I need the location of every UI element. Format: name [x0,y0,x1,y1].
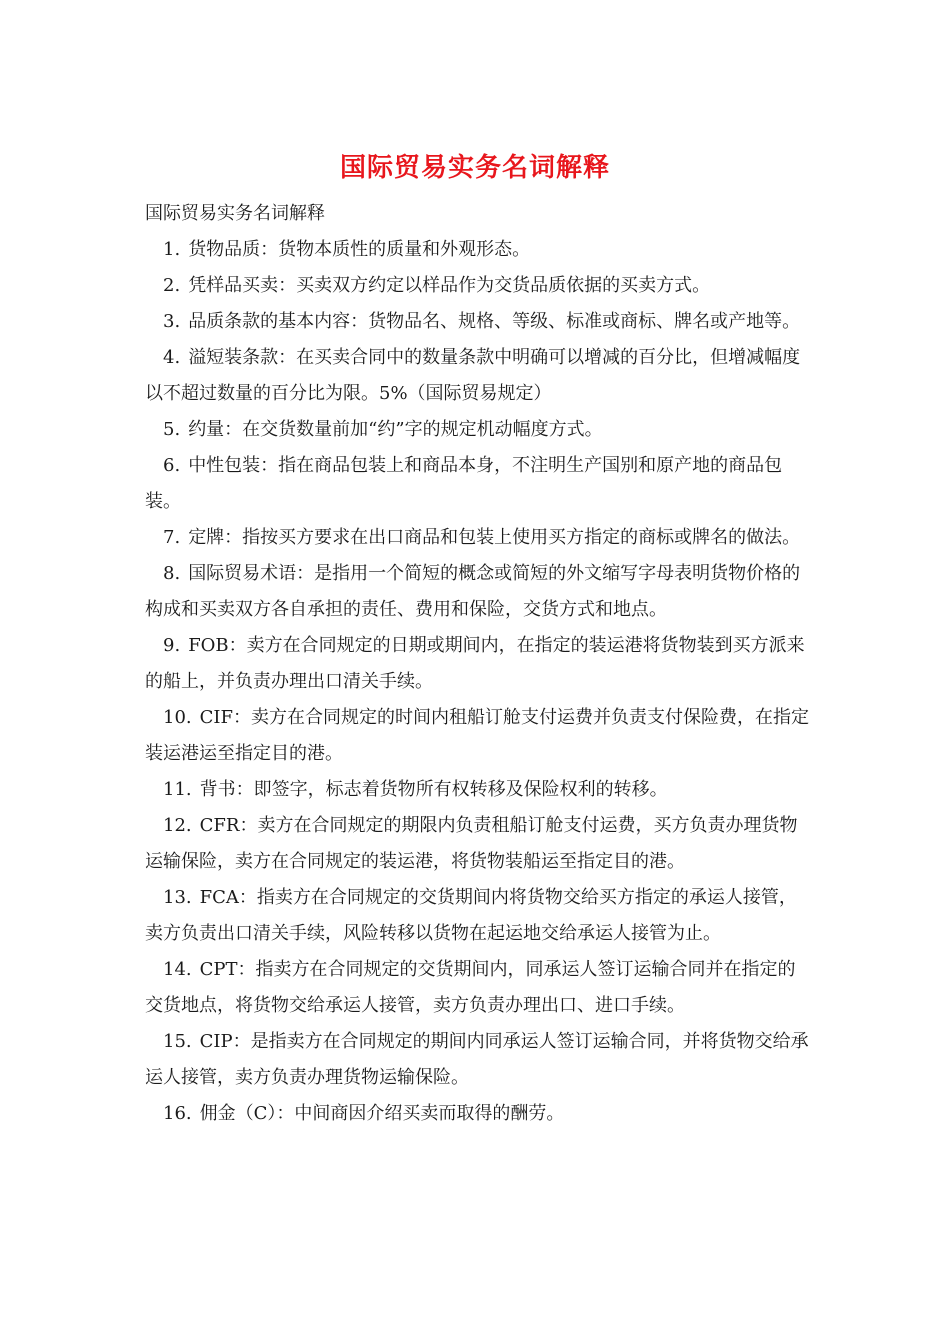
term-definition: 凭样品买卖：买卖双方约定以样品作为交货品质依据的买卖方式。 [188,275,711,296]
term-definition: CFR：卖方在合同规定的期限内负责租船订舱支付运费，买方负责办理货物运输保险，卖方在合同规定的装运港，将货物装船运至指定目的港。 [145,815,798,872]
term-entry [145,1024,810,1096]
term-entry [145,556,810,628]
term-number: 14. [163,959,192,980]
term-entry [145,700,810,772]
term-entry [145,628,810,700]
term-definition: 国际贸易术语：是指用一个简短的概念或简短的外文缩写字母表明货物价格的构成和买卖双方各自承担的责任、费用和保险，交货方式和地点。 [145,563,801,620]
term-entry [145,232,810,268]
term-number: 2. [163,275,181,296]
term-number: 4. [163,347,181,368]
term-number: 1. [163,239,181,260]
term-number: 9. [163,635,181,656]
term-number: 3. [163,311,181,332]
term-definition: 溢短装条款：在买卖合同中的数量条款中明确可以增减的百分比，但增减幅度以不超过数量的百分比为限。5%（国际贸易规定） [145,347,801,404]
term-entry [145,268,810,304]
term-number: 8. [163,563,181,584]
term-number: 11. [163,779,192,800]
document-title: 国际贸易实务名词解释 [339,153,610,183]
term-number: 6. [163,455,181,476]
term-definition: 货物品质：货物本质性的质量和外观形态。 [188,239,531,260]
term-number: 16. [163,1103,192,1124]
term-number: 13. [163,887,192,908]
term-entry [145,952,810,1024]
document-subtitle: 国际贸易实务名词解释 [145,203,325,224]
term-definition: 定牌：指按买方要求在出口商品和包装上使用买方指定的商标或牌名的做法。 [188,527,801,548]
term-definition: CIP：是指卖方在合同规定的期间内同承运人签订运输合同，并将货物交给承运人接管，卖方负责办理货物运输保险。 [145,1031,809,1088]
term-entry [145,340,810,412]
term-definition: 品质条款的基本内容：货物品名、规格、等级、标准或商标、牌名或产地等。 [188,311,801,332]
term-entry [145,772,810,808]
term-entry [145,304,810,340]
term-definition: FOB：卖方在合同规定的日期或期间内，在指定的装运港将货物装到买方派来的船上，并负责办理出口清关手续。 [145,635,805,692]
term-entry [145,808,810,880]
term-number: 10. [163,707,192,728]
term-entry [145,520,810,556]
term-entry [145,412,810,448]
term-number: 12. [163,815,192,836]
term-definition: FCA：指卖方在合同规定的交货期间内将货物交给买方指定的承运人接管，卖方负责出口清关手续，风险转移以货物在起运地交给承运人接管为止。 [145,887,797,944]
term-entry [145,448,810,520]
term-definition: 约量：在交货数量前加“约”字的规定机动幅度方式。 [188,419,603,440]
term-number: 5. [163,419,181,440]
term-number: 15. [163,1031,192,1052]
term-number: 7. [163,527,181,548]
term-entry [145,1096,810,1132]
term-definition: CIF：卖方在合同规定的时间内租船订舱支付运费并负责支付保险费，在指定装运港运至指定目的港。 [145,707,810,764]
term-definition: 中性包装：指在商品包装上和商品本身，不注明生产国别和原产地的商品包装。 [145,455,783,512]
term-entry [145,880,810,952]
term-definition: CPT：指卖方在合同规定的交货期间内，同承运人签订运输合同并在指定的交货地点，将货物交给承运人接管，卖方负责办理出口、进口手续。 [145,959,796,1016]
term-definition: 佣金（C）：中间商因介绍买卖而取得的酬劳。 [199,1103,565,1124]
term-definition: 背书：即签字，标志着货物所有权转移及保险权利的转移。 [199,779,668,800]
term-list [145,232,810,1132]
document-body [145,196,810,1132]
